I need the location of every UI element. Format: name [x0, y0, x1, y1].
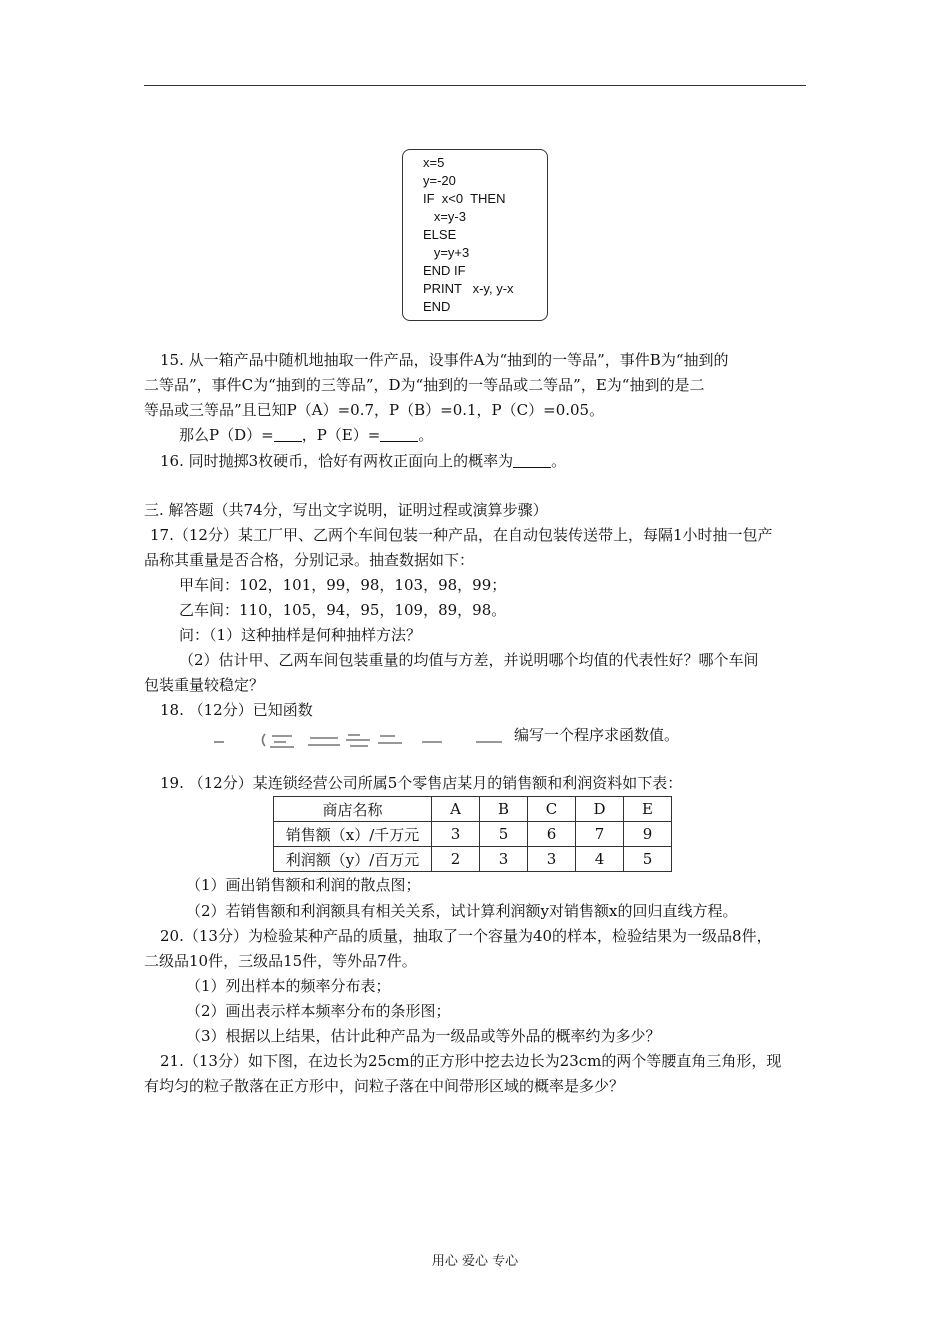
code-line: y=-20	[423, 173, 456, 188]
q19-line: 19. （12分）某连锁经营公司所属5个零售店某月的销售额和利润资料如下表：	[160, 774, 683, 792]
q17-line: 甲车间：102，101，99，98，103，98，99；	[179, 576, 507, 594]
q16-text: 16. 同时抛掷3枚硬币，恰好有两枚正面向上的概率为	[160, 452, 514, 470]
table-header-cell: C	[528, 797, 576, 822]
q15-answer-line	[179, 424, 433, 446]
table-header-cell: 商店名称	[274, 797, 432, 822]
code-block	[402, 149, 548, 321]
table-cell: 5	[624, 847, 672, 872]
table-header-cell: A	[432, 797, 480, 822]
table-cell: 销售额（x）/千万元	[274, 822, 432, 847]
table-header-cell: D	[576, 797, 624, 822]
q15-line: 15. 从一箱产品中随机地抽取一件产品，设事件A为“抽到的一等品”，事件B为“抽到的	[160, 351, 729, 369]
q15-line: 二等品”，事件C为“抽到的三等品”，D为“抽到的一等品或二等品”，E为“抽到的是二	[144, 376, 705, 394]
table-cell: 3	[528, 847, 576, 872]
code-line: x=y-3	[423, 209, 466, 224]
q20-line: （1）列出样本的频率分布表；	[186, 977, 391, 995]
q17-line: 包装重量较稳定？	[144, 676, 265, 694]
table-cell: 3	[432, 822, 480, 847]
table-header-cell: B	[480, 797, 528, 822]
q15-line: 等品或三等品”且已知P（A）=0.7，P（B）=0.1，P（C）=0.05。	[144, 401, 605, 419]
table-cell: 9	[624, 822, 672, 847]
header-rule	[144, 85, 806, 86]
q19-line: （1）画出销售额和利润的散点图；	[186, 876, 421, 894]
table-cell: 4	[576, 847, 624, 872]
code-line: ELSE	[423, 227, 457, 242]
q15-d-label: 那么P（D）=	[179, 426, 274, 444]
code-line: END IF	[423, 263, 466, 278]
q20-line: （3）根据以上结果，估计此种产品为一级品或等外品的概率约为多少？	[186, 1027, 661, 1045]
table-row	[274, 847, 672, 872]
q21-line: 有均匀的粒子散落在正方形中，问粒子落在中间带形区域的概率是多少？	[144, 1077, 625, 1095]
q17-line: 17.（12分）某工厂甲、乙两个车间包装一种产品，在自动包装传送带上，每隔1小时抽一包产	[150, 526, 773, 544]
code-line: PRINT x-y, y-x	[423, 281, 514, 296]
q15-e-label: ，P（E）=	[301, 426, 381, 444]
q17-line: （2）估计甲、乙两车间包装重量的均值与方差，并说明哪个均值的代表性好？哪个车间	[179, 651, 759, 669]
q20-line: （2）画出表示样本频率分布的条形图；	[186, 1002, 451, 1020]
answer-blank[interactable]	[380, 427, 418, 442]
q20-line: 20.（13分）为检验某种产品的质量，抽取了一个容量为40的样本，检验结果为一级品8件，	[160, 927, 772, 945]
table-cell: 2	[432, 847, 480, 872]
section-title: 三. 解答题（共74分，写出文字说明，证明过程或演算步骤）	[144, 501, 548, 519]
table-row	[274, 822, 672, 847]
answer-blank[interactable]	[513, 453, 551, 468]
table-header-cell: E	[624, 797, 672, 822]
code-line: IF x<0 THEN	[423, 191, 506, 206]
code-line: END	[423, 299, 451, 314]
table-cell: 6	[528, 822, 576, 847]
q16-end: 。	[551, 452, 567, 470]
q17-line: 乙车间：110，105，94，95，109，89，98。	[179, 601, 507, 619]
table-cell: 5	[480, 822, 528, 847]
q19-line: （2）若销售额和利润额具有相关关系，试计算利润额y对销售额x的回归直线方程。	[186, 902, 738, 920]
code-line: x=5	[423, 155, 445, 170]
table-cell: 7	[576, 822, 624, 847]
table-header-row	[274, 797, 672, 822]
q17-line: 品称其重量是否合格，分别记录。抽查数据如下：	[144, 551, 475, 569]
table-cell: 利润额（y）/百万元	[274, 847, 432, 872]
table-cell: 3	[480, 847, 528, 872]
q16-line	[160, 450, 566, 472]
function-formula-image	[210, 730, 510, 750]
q20-line: 二级品10件，三级品15件，等外品7件。	[144, 952, 417, 970]
q18-line: 18. （12分）已知函数	[160, 701, 313, 719]
sales-table	[273, 796, 672, 872]
answer-blank[interactable]	[274, 427, 302, 442]
q21-line: 21.（13分）如下图，在边长为25cm的正方形中挖去边长为23cm的两个等腰直角三角形，现	[160, 1052, 782, 1070]
page-footer: 用心 爱心 专心	[431, 1254, 519, 1269]
q15-end: 。	[418, 426, 434, 444]
q18-line: 编写一个程序求函数值。	[514, 726, 680, 744]
q17-line: 问：（1）这种抽样是何种抽样方法？	[179, 626, 422, 644]
code-line: y=y+3	[423, 245, 470, 260]
